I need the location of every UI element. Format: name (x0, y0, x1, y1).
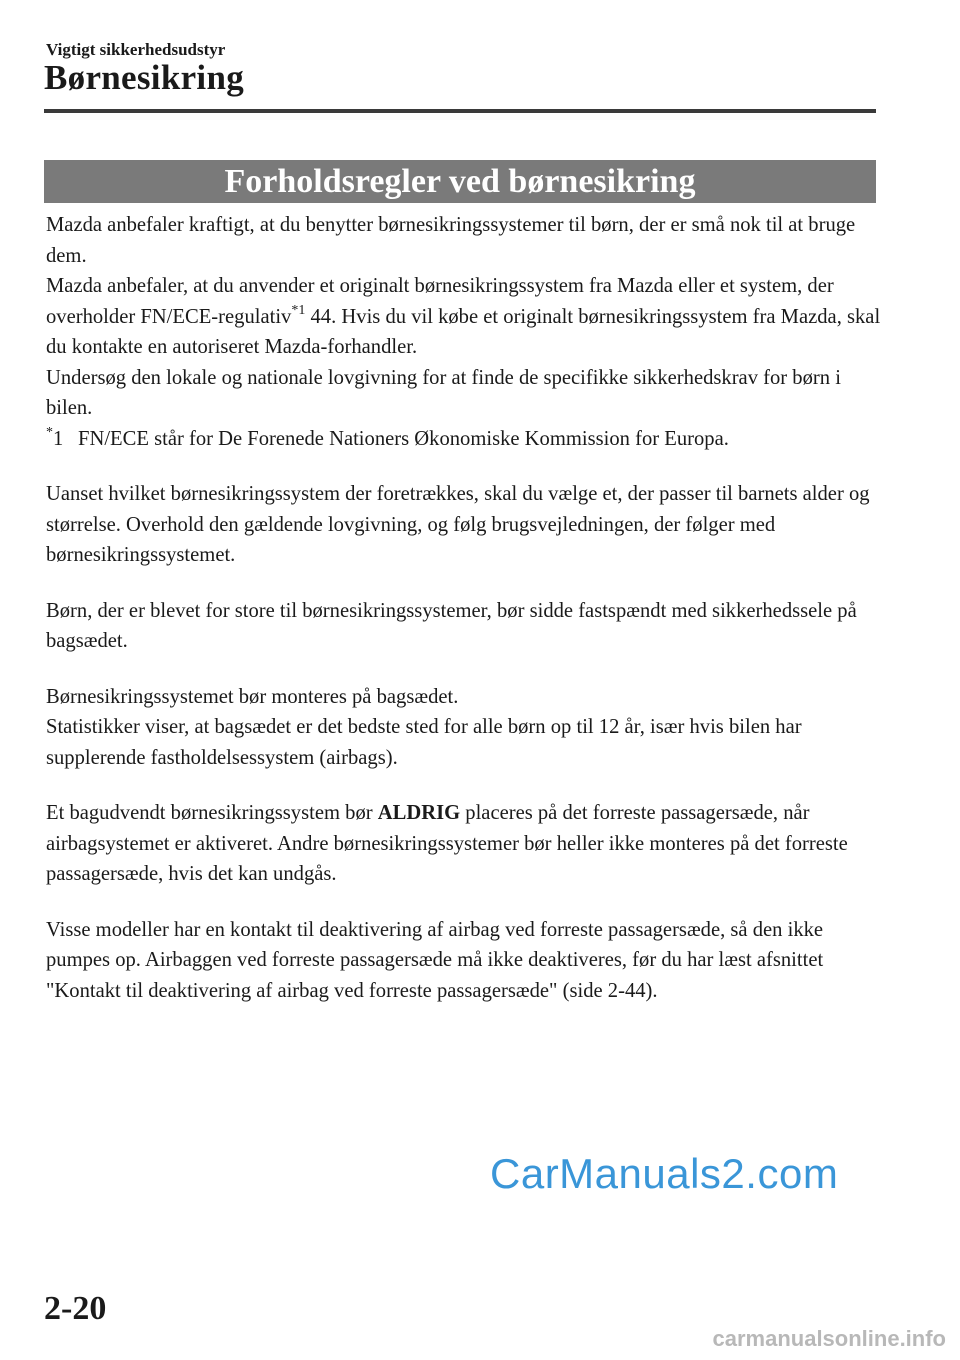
watermark: CarManuals2.com (490, 1150, 839, 1197)
footnote-number: 1 (53, 427, 64, 450)
paragraph-7: Statistikker viser, at bagsædet er det bedste sted for alle børn op til 12 år, især hvis bilen har supplerende fastholdelsessystem (airbags). (46, 716, 802, 769)
paragraph-9: Visse modeller har en kontakt til deaktivering af airbag ved forreste passagersæde, så den ikke pumpes op. Airbaggen ved forreste passagersæde må ikke deaktiveres, før du har læst afsnittet "Kontakt til deaktivering af airbag ved forreste passagersæde" (side 2-44). (46, 918, 824, 1002)
footer-site: carmanualsonline.info (712, 1326, 946, 1351)
paragraph-3: Undersøg den lokale og nationale lovgivning for at finde de specifikke sikkerhedskrav for børn i bilen. (46, 366, 841, 419)
paragraph-8-start: Et bagudvendt børnesikringssystem bør (46, 802, 378, 824)
footnote-text: FN/ECE står for De Forenede Nationers Økonomiske Kommission for Europa. (78, 427, 729, 450)
paragraph-2-start: Mazda anbefaler, at du anvender et originalt børnesikringssystem fra Mazda eller et system, der overholder FN/ECE-regulativ (46, 275, 834, 328)
section-title-bar: Forholdsregler ved børnesikring (44, 160, 876, 203)
paragraph-4: Uanset hvilket børnesikringssystem der foretrækkes, skal du vælge et, der passer til barnets alder og størrelse. Overhold den gældende lovgivning, og følg brugsvejledningen, der følger med børnesikringssystemet. (46, 483, 870, 566)
paragraph-2-end: 44. Hvis du vil købe et originalt børnesikringssystem fra Mazda, skal du kontakte en autoriseret Mazda-forhandler. (46, 305, 881, 358)
paragraph-1: Mazda anbefaler kraftigt, at du benytter børnesikringssystemer til børn, der er små nok til at bruge dem. (46, 214, 856, 267)
footnote (46, 424, 882, 455)
paragraph-6: Børnesikringssystemet bør monteres på bagsædet. (46, 685, 459, 708)
chapter-title: Børnesikring (44, 58, 245, 97)
page-number: 2-20 (44, 1290, 107, 1327)
footnote-reference: *1 (291, 302, 306, 318)
paragraph-5: Børn, der er blevet for store til børnesikringssystemer, bør sidde fastspændt med sikkerhedssele på bagsædet. (46, 599, 857, 652)
paragraph-8-end: placeres på det forreste passagersæde, når airbagsystemet er aktiveret. Andre børnesikringssystemer bør heller ikke monteres på det forreste passagersæde, hvis det kan undgås. (46, 802, 848, 885)
emphasis-aldrig: ALDRIG (377, 802, 461, 824)
paragraph-2 (46, 271, 882, 363)
paragraph-8 (46, 798, 882, 890)
chapter-label: Vigtigt sikkerhedsudstyr (46, 40, 226, 59)
footnote-mark: * (46, 424, 53, 440)
content (46, 210, 882, 1006)
title-rule (44, 109, 876, 113)
